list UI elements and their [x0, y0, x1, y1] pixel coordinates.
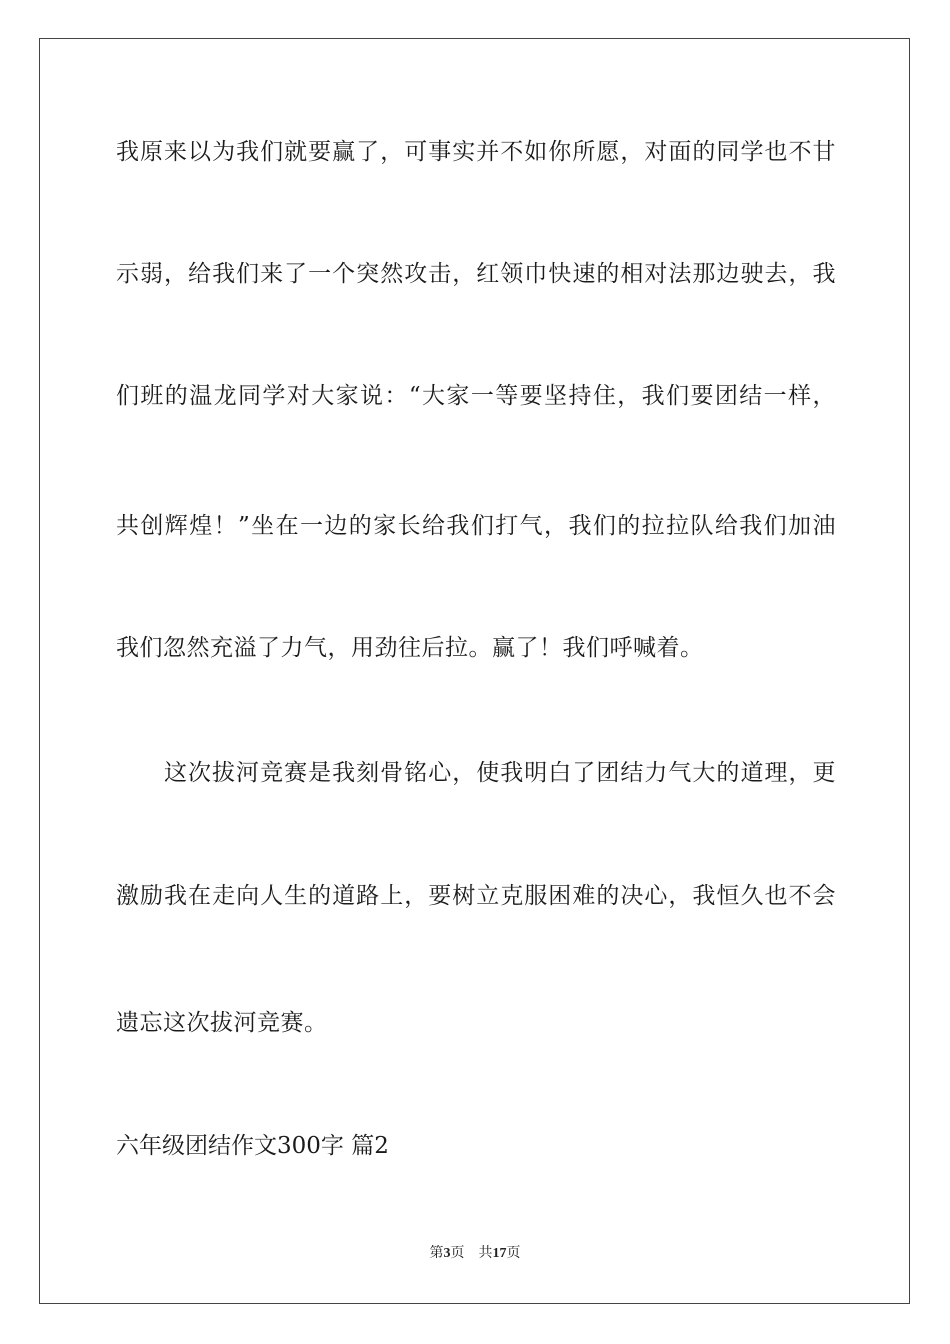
- section-heading: 六年级团结作文300字 篇2: [116, 1133, 389, 1159]
- total-unit: 页: [506, 1246, 521, 1261]
- page-prefix: 第: [429, 1246, 444, 1261]
- page-footer: [0, 1244, 950, 1264]
- page-border: [39, 38, 910, 1304]
- total-prefix: 共: [478, 1246, 493, 1261]
- paragraph-line: 我原来以为我们就要赢了，可事实并不如你所愿，对面的同学也不甘: [116, 139, 836, 165]
- paragraph-line: 共创辉煌！”坐在一边的家长给我们打气，我们的拉拉队给我们加油: [116, 513, 836, 539]
- page-unit: 页: [450, 1246, 465, 1261]
- page-total: 17: [492, 1246, 507, 1261]
- paragraph-line: 遗忘这次拔河竞赛。: [116, 1010, 328, 1036]
- page-current: 3: [443, 1246, 451, 1261]
- paragraph-line: 这次拔河竞赛是我刻骨铭心，使我明白了团结力气大的道理，更: [164, 760, 836, 786]
- paragraph-line: 示弱，给我们来了一个突然攻击，红领巾快速的相对法那边驶去，我: [116, 261, 836, 287]
- paragraph-line: 我们忽然充溢了力气，用劲往后拉。赢了！我们呼喊着。: [116, 635, 704, 661]
- paragraph-line: 们班的温龙同学对大家说：“大家一等要坚持住，我们要团结一样，: [116, 383, 836, 409]
- paragraph-line: 激励我在走向人生的道路上，要树立克服困难的决心，我恒久也不会: [116, 883, 836, 909]
